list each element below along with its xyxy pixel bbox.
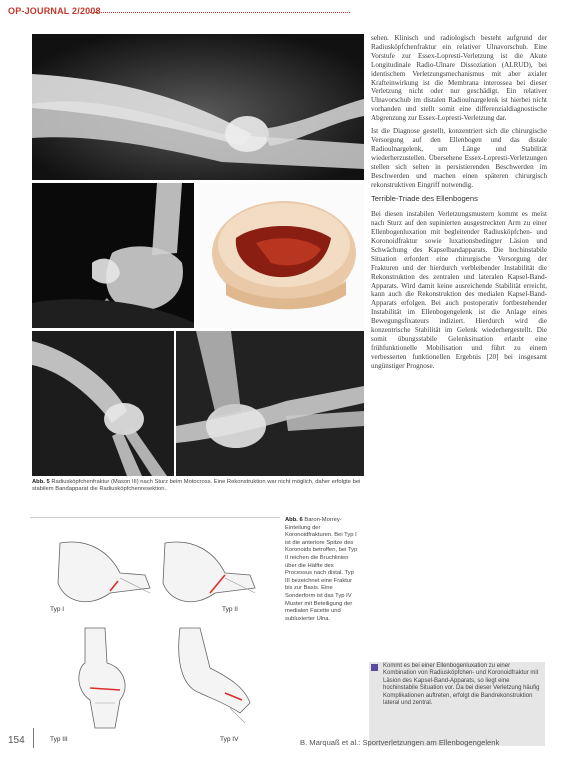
callout-marker-icon — [371, 664, 378, 671]
xray-elbow-lower-left-graphic — [32, 331, 174, 476]
fig5-caption-label: Abb. 5 — [32, 479, 50, 485]
label-typ1: Typ I — [50, 606, 65, 613]
fig5-caption — [32, 479, 362, 493]
paragraph-2: Ist die Diagnose gestellt, konzentriert sich die chirurgische Versorgung auf den Ellenbogen und das distale Radioulnargelenk, um Länge und Stabilität wiederherzustellen. Übersehene Essex-Lopresti-Verletzungen stellen sich selten in persistierenden Beschwerden im Beschwerden und machen einen späteren chirurgisch rekonstruktiven Eingriff notwendig. — [371, 127, 547, 189]
fig5-caption-text: Radiusköpfchenfraktur (Mason III) nach Sturz beim Motocross. Eine Rekonstruktion war nicht möglich, daher erfolgte bei stabilem Bandapparat die Radiusköpfchenresektion. — [32, 479, 361, 492]
fig6-caption-label: Abb. 6 — [285, 517, 303, 523]
xray-elbow-lower-left — [32, 331, 174, 476]
coronoid-typ3-diagram — [79, 628, 125, 728]
xray-elbow-lower-right-graphic — [176, 331, 364, 476]
page-number-divider — [33, 728, 34, 748]
header-rule — [90, 12, 350, 13]
section-title: Terrible-Triade des Ellenbogens — [371, 194, 478, 204]
fig6-diagrams — [30, 518, 280, 748]
coronoid-typ4-diagram — [179, 628, 250, 723]
xray-radial-head-graphic — [32, 183, 194, 328]
fig6-caption — [285, 517, 360, 623]
footer-citation: B. Marquaß et al.: Sportverletzungen am Ellenbogengelenk — [300, 738, 500, 747]
xray-elbow-top — [32, 34, 364, 180]
xray-radial-head — [32, 183, 194, 328]
paragraph-3: Bei diesen instabilen Verletzungsmustern kommt es meist nach Sturz auf den supinierten ausgestreckten Arm zu einer Ellenbogenluxation mit begleitender Radiusköpfchen- und Koronoidfraktur sowie luxationsbedingter Läsion und Schwächung des Kapselbandapparats. Die hochinstabile Situation erfordert eine chirurgische Versorgung der Frakturen und der hierdurch verbleibender Instabilität die Rekonstruktion des zentralen und lateralen Kapsel-Band-Apparats. Wird damit keine ausreichende Stabilität erreicht, kann auch die Rekonstruktion des medialen Kapsel-Band-Apparats erfolgen. Bei auch postoperativ fortbestehender Instabilität im Ellenbogengelenk ist die Anlage eines Bewegungsfixateurs indiziert. Hierdurch wird die konzentrische Stabilität im Gelenk wiederhergestellt. Die somit übungsstabile Gelenksituation erlaubt eine frühfunktionelle Mobilisation und führt zu einem verbesserten funktionellen Ergebnis [20] bei insgesamt ungünstiger Prognose. — [371, 210, 547, 370]
xray-elbow-top-graphic — [32, 34, 364, 180]
journal-header: OP-JOURNAL 2/2008 — [8, 6, 101, 16]
paragraph-1: sehen. Klinisch und radiologisch besteht aufgrund der Radiusköpfchenfraktur ein relativer Ulnavorschub. Eine Vorstufe zur Essex-Lopresti-Verletzung ist die Akute Longitudinale Radio-Ulnare Dissoziation (ALRUD), bei identischem Verletzungsmechanismus mit aber axialer Krafteinwirkung ist die Membrana interossea bei dieser Verletzung nicht oder nur geschädigt. Ein relativer Ulnavorschub im distalen Radioulnargelenk ist hierbei nicht vorhanden und stellt somit eine differenzialdiagnostische Abgrenzung zur Essex-Lopresti-Verletzung dar. — [371, 34, 547, 123]
fig6-figure — [30, 517, 280, 748]
photo-resected-radial-head-graphic — [196, 183, 364, 328]
coronoid-typ2-diagram — [163, 542, 255, 602]
label-typ2: Typ II — [222, 606, 238, 613]
callout-text: Kommt es bei einer Ellenbogenluxation zu einer Kombination von Radiusköpfchen- und Koronoidfraktur mit Läsion des Kapsel-Band-Apparats, so liegt eine hochinstabile Situation vor. Da bei dieser Verletzung häufig Komplikationen auftreten, erfolgt die Bandrekonstruktion lateral und zentral. — [383, 663, 540, 707]
label-typ4: Typ IV — [220, 736, 239, 743]
label-typ3: Typ III — [50, 736, 68, 743]
xray-elbow-lower-right — [176, 331, 364, 476]
photo-resected-radial-head — [196, 183, 364, 328]
page-number: 154 — [8, 735, 25, 746]
right-column-text — [371, 34, 547, 375]
coronoid-typ1-diagram — [58, 542, 150, 602]
fig6-caption-text: Baron-Morrey-Einteilung der Koronoidfrakturen. Bei Typ I ist die anteriore Spitze des Koronoids betroffen, bei Typ II reichen die Bruchlinien über die Hälfte des Processus nach distal. Typ III bezeichnet eine Fraktur bis zur Basis. Eine Sonderform ist das Typ IV Muster mit Beteiligung der medialen Facette und subluxierter Ulna. — [285, 517, 358, 622]
